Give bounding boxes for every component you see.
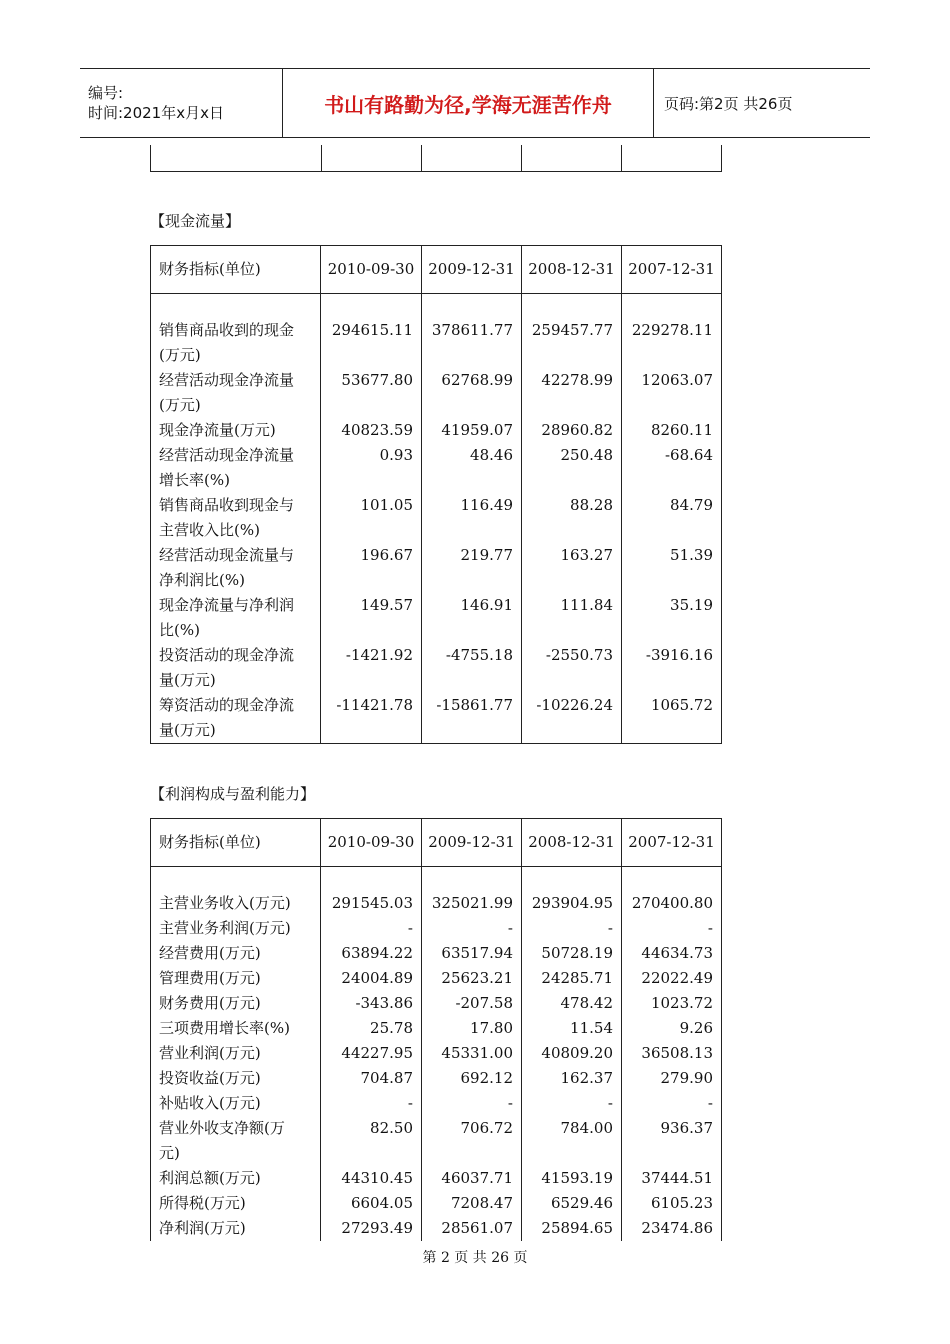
row-value: 24285.71 [522,966,622,991]
column-header-date: 2007-12-31 [622,819,722,867]
table-row [151,1066,722,1091]
row-value: 41959.07 [422,418,522,443]
row-value: -3916.16 [622,643,722,668]
row-value-continuation [622,568,722,593]
profit-table [150,818,722,1241]
row-label: 增长率(%) [151,468,321,493]
row-value: 9.26 [622,1016,722,1041]
row-value-continuation [422,1141,522,1166]
column-header-date: 2010-09-30 [321,819,422,867]
column-header-date: 2008-12-31 [522,819,622,867]
row-value: 692.12 [422,1066,522,1091]
row-value: 116.49 [422,493,522,518]
row-value-continuation [622,468,722,493]
row-value: 279.90 [622,1066,722,1091]
row-label: 投资收益(万元) [151,1066,321,1091]
header-page-label: 页码:第2页 共26页 [664,94,793,113]
cash-flow-title: 【现金流量】 [150,212,241,230]
row-value-continuation [522,393,622,418]
table-row [151,1216,722,1241]
table-row [151,1091,722,1116]
row-value: 162.37 [522,1066,622,1091]
row-value: -15861.77 [422,693,522,718]
row-label: 主营业务收入(万元) [151,891,321,916]
row-value: 46037.71 [422,1166,522,1191]
row-value: 149.57 [321,593,422,618]
row-value: - [622,916,722,941]
row-label: 补贴收入(万元) [151,1091,321,1116]
row-value-continuation [422,668,522,693]
row-value: -207.58 [422,991,522,1016]
row-value-continuation [522,618,622,643]
row-value-continuation [321,393,422,418]
row-label: 主营收入比(%) [151,518,321,543]
row-label: 现金净流量(万元) [151,418,321,443]
table-row [151,568,722,593]
row-label: 主营业务利润(万元) [151,916,321,941]
page-footer: 第 2 页 共 26 页 [422,1250,528,1266]
row-value-continuation [522,343,622,368]
row-value: 1065.72 [622,693,722,718]
column-header-date: 2009-12-31 [422,246,522,294]
row-value: - [422,1091,522,1116]
row-value: - [321,1091,422,1116]
row-value: 63894.22 [321,941,422,966]
row-value: - [422,916,522,941]
row-label: 经营活动现金流量与 [151,543,321,568]
row-value-continuation [522,568,622,593]
row-label: 经营活动现金净流量 [151,368,321,393]
row-value: 50728.19 [522,941,622,966]
row-value-continuation [321,718,422,743]
row-value: 62768.99 [422,368,522,393]
row-label: 量(万元) [151,718,321,743]
row-label: 营业利润(万元) [151,1041,321,1066]
table-row [151,343,722,368]
row-value-continuation [522,1141,622,1166]
row-label: 元) [151,1141,321,1166]
table-row [151,718,722,743]
row-value-continuation [321,668,422,693]
row-label: 经营费用(万元) [151,941,321,966]
row-label: 净利润(万元) [151,1216,321,1241]
row-value: 35.19 [622,593,722,618]
row-value-continuation [522,668,622,693]
row-label: 营业外收支净额(万 [151,1116,321,1141]
row-value: 704.87 [321,1066,422,1091]
row-value: -11421.78 [321,693,422,718]
row-label: 管理费用(万元) [151,966,321,991]
row-value: 101.05 [321,493,422,518]
table-row [151,991,722,1016]
row-value: 8260.11 [622,418,722,443]
column-header-indicator: 财务指标(单位) [151,819,321,867]
row-label: 三项费用增长率(%) [151,1016,321,1041]
table-row [151,418,722,443]
profit-title: 【利润构成与盈利能力】 [150,785,316,803]
profit-table-container [150,818,725,1241]
row-value: - [321,916,422,941]
row-value: 25623.21 [422,966,522,991]
row-label: 销售商品收到现金与 [151,493,321,518]
table-header-row [151,246,722,294]
row-value: 294615.11 [321,318,422,343]
table-row [151,1041,722,1066]
table-row [151,368,722,393]
row-value: 163.27 [522,543,622,568]
row-value: 51.39 [622,543,722,568]
row-value-continuation [321,568,422,593]
row-label: 筹资活动的现金净流 [151,693,321,718]
column-header-indicator: 财务指标(单位) [151,246,321,294]
row-label: 净利润比(%) [151,568,321,593]
table-spacer-row [151,867,722,891]
row-value: 27293.49 [321,1216,422,1241]
row-value: 88.28 [522,493,622,518]
row-value: 37444.51 [622,1166,722,1191]
table-row [151,1141,722,1166]
row-value: 44227.95 [321,1041,422,1066]
row-label: 投资活动的现金净流 [151,643,321,668]
row-label: (万元) [151,343,321,368]
row-label: (万元) [151,393,321,418]
row-value-continuation [622,1141,722,1166]
table-row [151,1166,722,1191]
row-value: 36508.13 [622,1041,722,1066]
row-value: - [522,916,622,941]
row-value: 22022.49 [622,966,722,991]
table-closing-row [151,743,722,744]
row-label: 所得税(万元) [151,1191,321,1216]
page-header [80,68,870,138]
row-value: -2550.73 [522,643,622,668]
row-value: 40809.20 [522,1041,622,1066]
row-value: 784.00 [522,1116,622,1141]
row-value-continuation [622,618,722,643]
row-value-continuation [321,468,422,493]
table-row [151,966,722,991]
row-value: 111.84 [522,593,622,618]
row-value-continuation [522,718,622,743]
row-value: 378611.77 [422,318,522,343]
row-value: -343.86 [321,991,422,1016]
row-label: 销售商品收到的现金 [151,318,321,343]
row-value-continuation [321,343,422,368]
row-value: 45331.00 [422,1041,522,1066]
row-value-continuation [422,518,522,543]
table-row [151,593,722,618]
row-value-continuation [422,568,522,593]
previous-table-fragment [150,145,721,171]
row-value: 24004.89 [321,966,422,991]
column-header-date: 2009-12-31 [422,819,522,867]
row-label: 量(万元) [151,668,321,693]
row-value: 6604.05 [321,1191,422,1216]
row-value: 53677.80 [321,368,422,393]
row-value: 41593.19 [522,1166,622,1191]
row-value: 706.72 [422,1116,522,1141]
row-value: 325021.99 [422,891,522,916]
row-value: - [622,1091,722,1116]
row-value: 0.93 [321,443,422,468]
table-row [151,1116,722,1141]
row-value: 478.42 [522,991,622,1016]
row-value: 28561.07 [422,1216,522,1241]
table-row [151,543,722,568]
table-row [151,318,722,343]
row-value: 250.48 [522,443,622,468]
row-label: 财务费用(万元) [151,991,321,1016]
row-value: 63517.94 [422,941,522,966]
row-value: 196.67 [321,543,422,568]
row-value: 219.77 [422,543,522,568]
row-label: 现金净流量与净利润 [151,593,321,618]
row-value-continuation [422,468,522,493]
table-row [151,693,722,718]
row-value: 291545.03 [321,891,422,916]
row-value: 12063.07 [622,368,722,393]
row-value: 293904.95 [522,891,622,916]
row-value: 48.46 [422,443,522,468]
table-row [151,468,722,493]
code-label: 编号: [88,84,124,102]
column-header-date: 2008-12-31 [522,246,622,294]
row-value: 44310.45 [321,1166,422,1191]
row-value: 6529.46 [522,1191,622,1216]
table-row [151,1016,722,1041]
row-value: 936.37 [622,1116,722,1141]
row-value-continuation [422,618,522,643]
row-value-continuation [422,718,522,743]
table-row [151,393,722,418]
row-value: 82.50 [321,1116,422,1141]
table-spacer-row [151,294,722,318]
table-row [151,891,722,916]
row-value-continuation [522,468,622,493]
row-value: -1421.92 [321,643,422,668]
row-value: 270400.80 [622,891,722,916]
row-label: 经营活动现金净流量 [151,443,321,468]
row-value: 6105.23 [622,1191,722,1216]
row-value: 84.79 [622,493,722,518]
row-value-continuation [622,343,722,368]
row-value: -68.64 [622,443,722,468]
row-value: 7208.47 [422,1191,522,1216]
table-row [151,618,722,643]
column-header-date: 2010-09-30 [321,246,422,294]
table-row [151,643,722,668]
row-value-continuation [522,518,622,543]
header-left [80,69,282,137]
row-value-continuation [321,518,422,543]
row-value: 1023.72 [622,991,722,1016]
table-header-row [151,819,722,867]
row-value-continuation [321,618,422,643]
row-value-continuation [422,393,522,418]
row-value-continuation [422,343,522,368]
row-value: 44634.73 [622,941,722,966]
row-value-continuation [622,668,722,693]
row-value-continuation [622,518,722,543]
table-row [151,493,722,518]
row-value: -4755.18 [422,643,522,668]
table-row [151,941,722,966]
row-value: - [522,1091,622,1116]
row-value-continuation [321,1141,422,1166]
table-row [151,1191,722,1216]
cash-flow-table-container [150,245,725,744]
row-value: 229278.11 [622,318,722,343]
row-value: 146.91 [422,593,522,618]
row-value: 25894.65 [522,1216,622,1241]
row-value: -10226.24 [522,693,622,718]
column-header-date: 2007-12-31 [622,246,722,294]
row-value: 42278.99 [522,368,622,393]
table-row [151,518,722,543]
row-value: 11.54 [522,1016,622,1041]
row-value: 259457.77 [522,318,622,343]
table-row [151,668,722,693]
row-value: 28960.82 [522,418,622,443]
row-label: 比(%) [151,618,321,643]
row-label: 利润总额(万元) [151,1166,321,1191]
row-value: 40823.59 [321,418,422,443]
row-value: 23474.86 [622,1216,722,1241]
row-value: 17.80 [422,1016,522,1041]
row-value-continuation [622,393,722,418]
cash-flow-table [150,245,722,744]
table-row [151,916,722,941]
date-label: 时间:2021年x月x日 [88,104,224,122]
row-value-continuation [622,718,722,743]
header-motto: 书山有路勤为径,学海无涯苦作舟 [282,69,654,137]
row-value: 25.78 [321,1016,422,1041]
table-row [151,443,722,468]
